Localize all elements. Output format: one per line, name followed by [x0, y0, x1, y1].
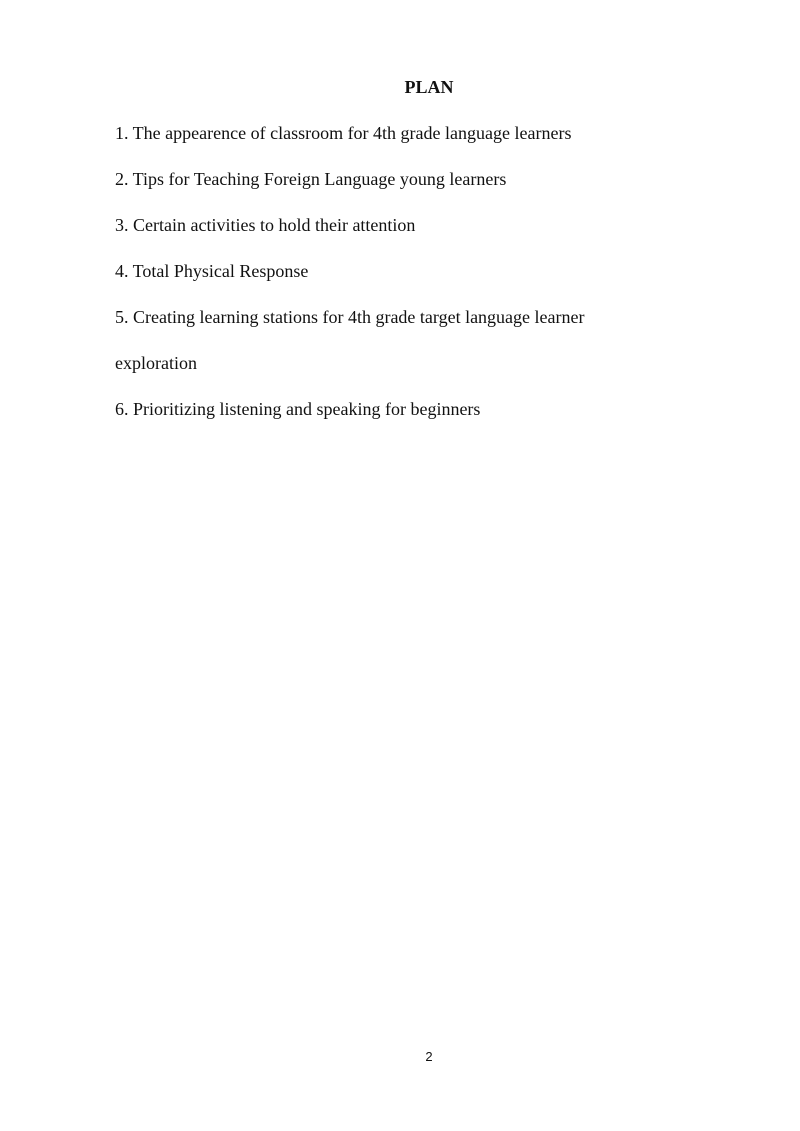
plan-item-5-text-line-2: exploration [115, 353, 197, 373]
plan-item-4-text: 4. Total Physical Response [115, 261, 309, 281]
plan-item-5 [115, 306, 675, 398]
plan-list [115, 122, 675, 444]
plan-item-6 [115, 398, 675, 444]
plan-item-1 [115, 122, 675, 168]
page-number: 2 [425, 1049, 433, 1064]
plan-item-1-text: 1. The appearence of classroom for 4th grade language learners [115, 123, 572, 143]
plan-item-4 [115, 260, 675, 306]
plan-item-3 [115, 214, 675, 260]
plan-item-2-text: 2. Tips for Teaching Foreign Language young learners [115, 169, 507, 189]
page-title: PLAN [404, 77, 454, 97]
plan-item-6-text: 6. Prioritizing listening and speaking for beginners [115, 399, 481, 419]
plan-item-2 [115, 168, 675, 214]
plan-item-5-text-line-1: 5. Creating learning stations for 4th grade target language learner [115, 307, 585, 327]
plan-item-3-text: 3. Certain activities to hold their attention [115, 215, 416, 235]
